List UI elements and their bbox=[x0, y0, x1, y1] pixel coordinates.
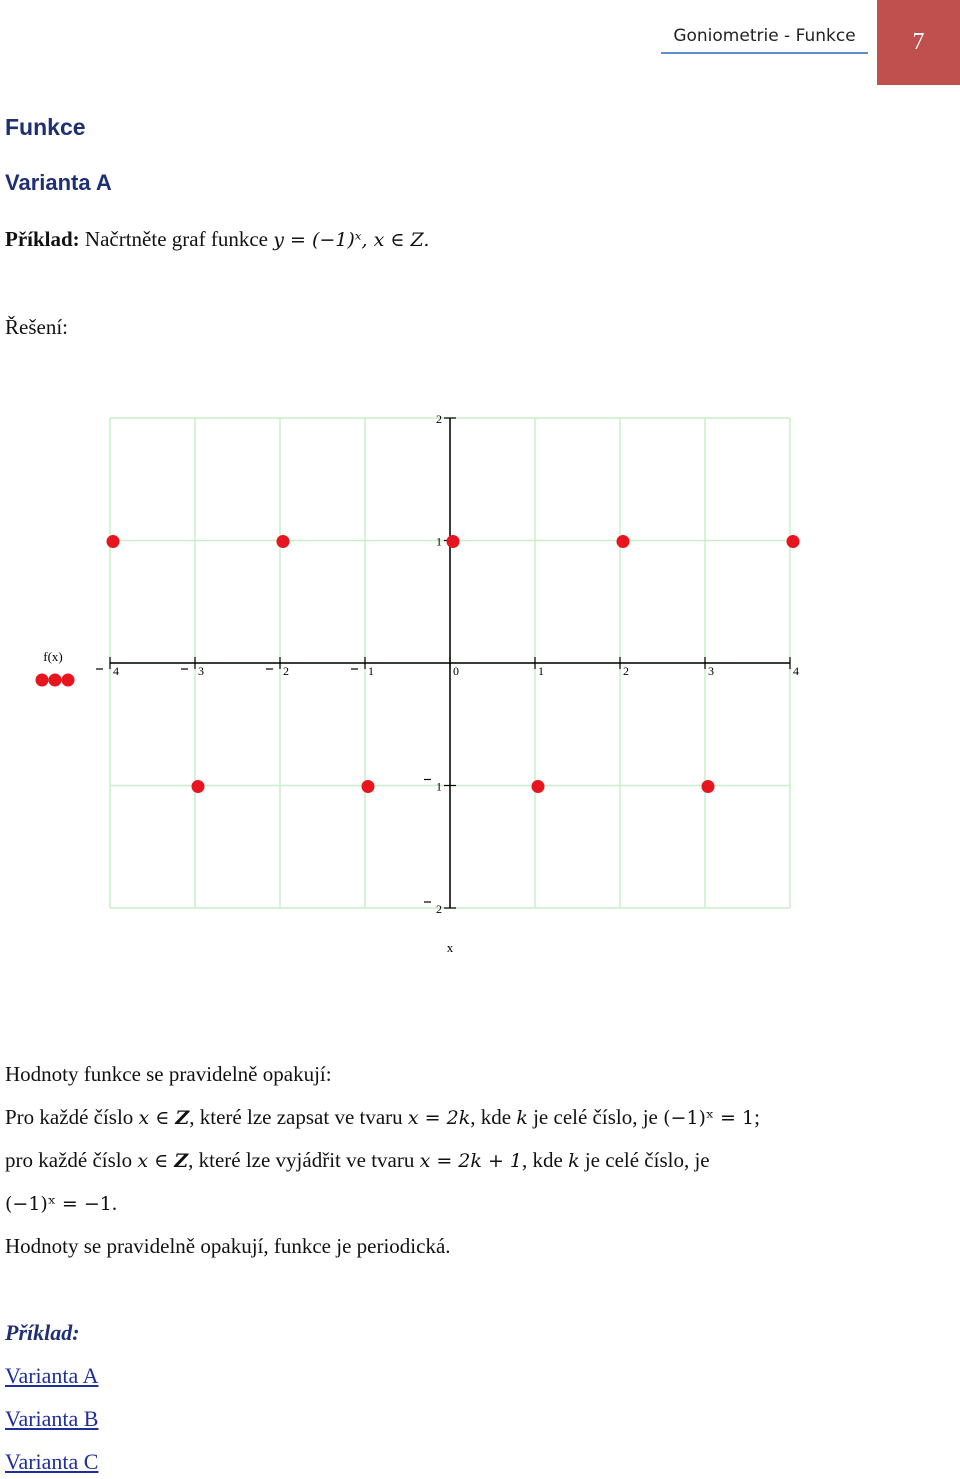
data-point bbox=[447, 535, 460, 548]
link-varianta-a[interactable]: Varianta A bbox=[5, 1363, 99, 1388]
math: x ∈ bbox=[138, 1107, 176, 1129]
explanation-line-2 bbox=[5, 1105, 760, 1130]
x-tick-label: 2 bbox=[283, 664, 289, 678]
text: Pro každé číslo bbox=[5, 1105, 139, 1129]
math-set: Z bbox=[174, 1150, 189, 1172]
math-set: Z bbox=[175, 1107, 190, 1129]
data-point bbox=[192, 780, 205, 793]
example-label: Příklad: bbox=[5, 227, 80, 251]
math: k bbox=[568, 1150, 580, 1172]
x-tick-label: 2 bbox=[623, 664, 629, 678]
data-point bbox=[362, 780, 375, 793]
math: x = 2k + 1 bbox=[419, 1150, 522, 1172]
x-tick-label: 1 bbox=[368, 664, 374, 678]
x-tick-label: 1 bbox=[538, 664, 544, 678]
text: . bbox=[111, 1191, 118, 1215]
legend-marker bbox=[62, 674, 75, 687]
x-tick-label: 0 bbox=[453, 664, 459, 678]
x-tick-label: 4 bbox=[793, 664, 799, 678]
data-point bbox=[277, 535, 290, 548]
data-point bbox=[107, 535, 120, 548]
math: k bbox=[516, 1107, 528, 1129]
data-point bbox=[532, 780, 545, 793]
text: je celé číslo, je bbox=[527, 1105, 664, 1129]
data-point bbox=[702, 780, 715, 793]
page-number: 7 bbox=[877, 0, 960, 85]
x-tick-label: 4 bbox=[113, 664, 119, 678]
text: , kde bbox=[470, 1105, 517, 1129]
example-text: Načrtněte graf funkce bbox=[79, 227, 274, 251]
data-point bbox=[617, 535, 630, 548]
header-title: Goniometrie - Funkce bbox=[661, 26, 868, 54]
text: , kde bbox=[522, 1148, 569, 1172]
text: pro každé číslo bbox=[5, 1148, 138, 1172]
x-tick-label: 3 bbox=[708, 664, 714, 678]
function-graph bbox=[0, 400, 960, 960]
y-tick-label: 2 bbox=[436, 902, 442, 916]
explanation-line-5: Hodnoty se pravidelně opakují, funkce je periodická. bbox=[5, 1234, 451, 1258]
text: je celé číslo, je bbox=[579, 1148, 710, 1172]
text: ; bbox=[754, 1105, 760, 1129]
link-varianta-b[interactable]: Varianta B bbox=[5, 1406, 99, 1431]
solution-label: Řešení: bbox=[5, 315, 68, 339]
footer-example-label: Příklad: bbox=[5, 1320, 80, 1345]
math: x = 2k bbox=[407, 1107, 471, 1129]
page-heading: Funkce bbox=[5, 114, 86, 140]
explanation-line-3 bbox=[5, 1148, 710, 1173]
math: (−1)ˣ = −1 bbox=[5, 1193, 112, 1215]
y-axis-label: f(x) bbox=[43, 649, 63, 664]
legend-marker bbox=[49, 674, 62, 687]
example-formula: y = (−1)ˣ, x ∈ Z. bbox=[273, 229, 430, 251]
explanation-line-1: Hodnoty funkce se pravidelně opakují: bbox=[5, 1062, 332, 1086]
data-point bbox=[787, 535, 800, 548]
explanation-line-4 bbox=[5, 1191, 117, 1216]
y-tick-label: 2 bbox=[436, 412, 442, 426]
link-varianta-c[interactable]: Varianta C bbox=[5, 1449, 99, 1474]
text: , které lze vyjádřit ve tvaru bbox=[188, 1148, 420, 1172]
x-axis-label: x bbox=[446, 940, 454, 955]
math: (−1)ˣ = 1 bbox=[663, 1107, 755, 1129]
x-tick-label: 3 bbox=[198, 664, 204, 678]
variant-heading: Varianta A bbox=[5, 170, 112, 195]
legend-marker bbox=[36, 674, 49, 687]
example-paragraph bbox=[5, 227, 429, 252]
text: , které lze zapsat ve tvaru bbox=[189, 1105, 408, 1129]
math: x ∈ bbox=[137, 1150, 175, 1172]
y-tick-label: 1 bbox=[436, 534, 442, 549]
y-tick-label: 1 bbox=[436, 779, 442, 794]
